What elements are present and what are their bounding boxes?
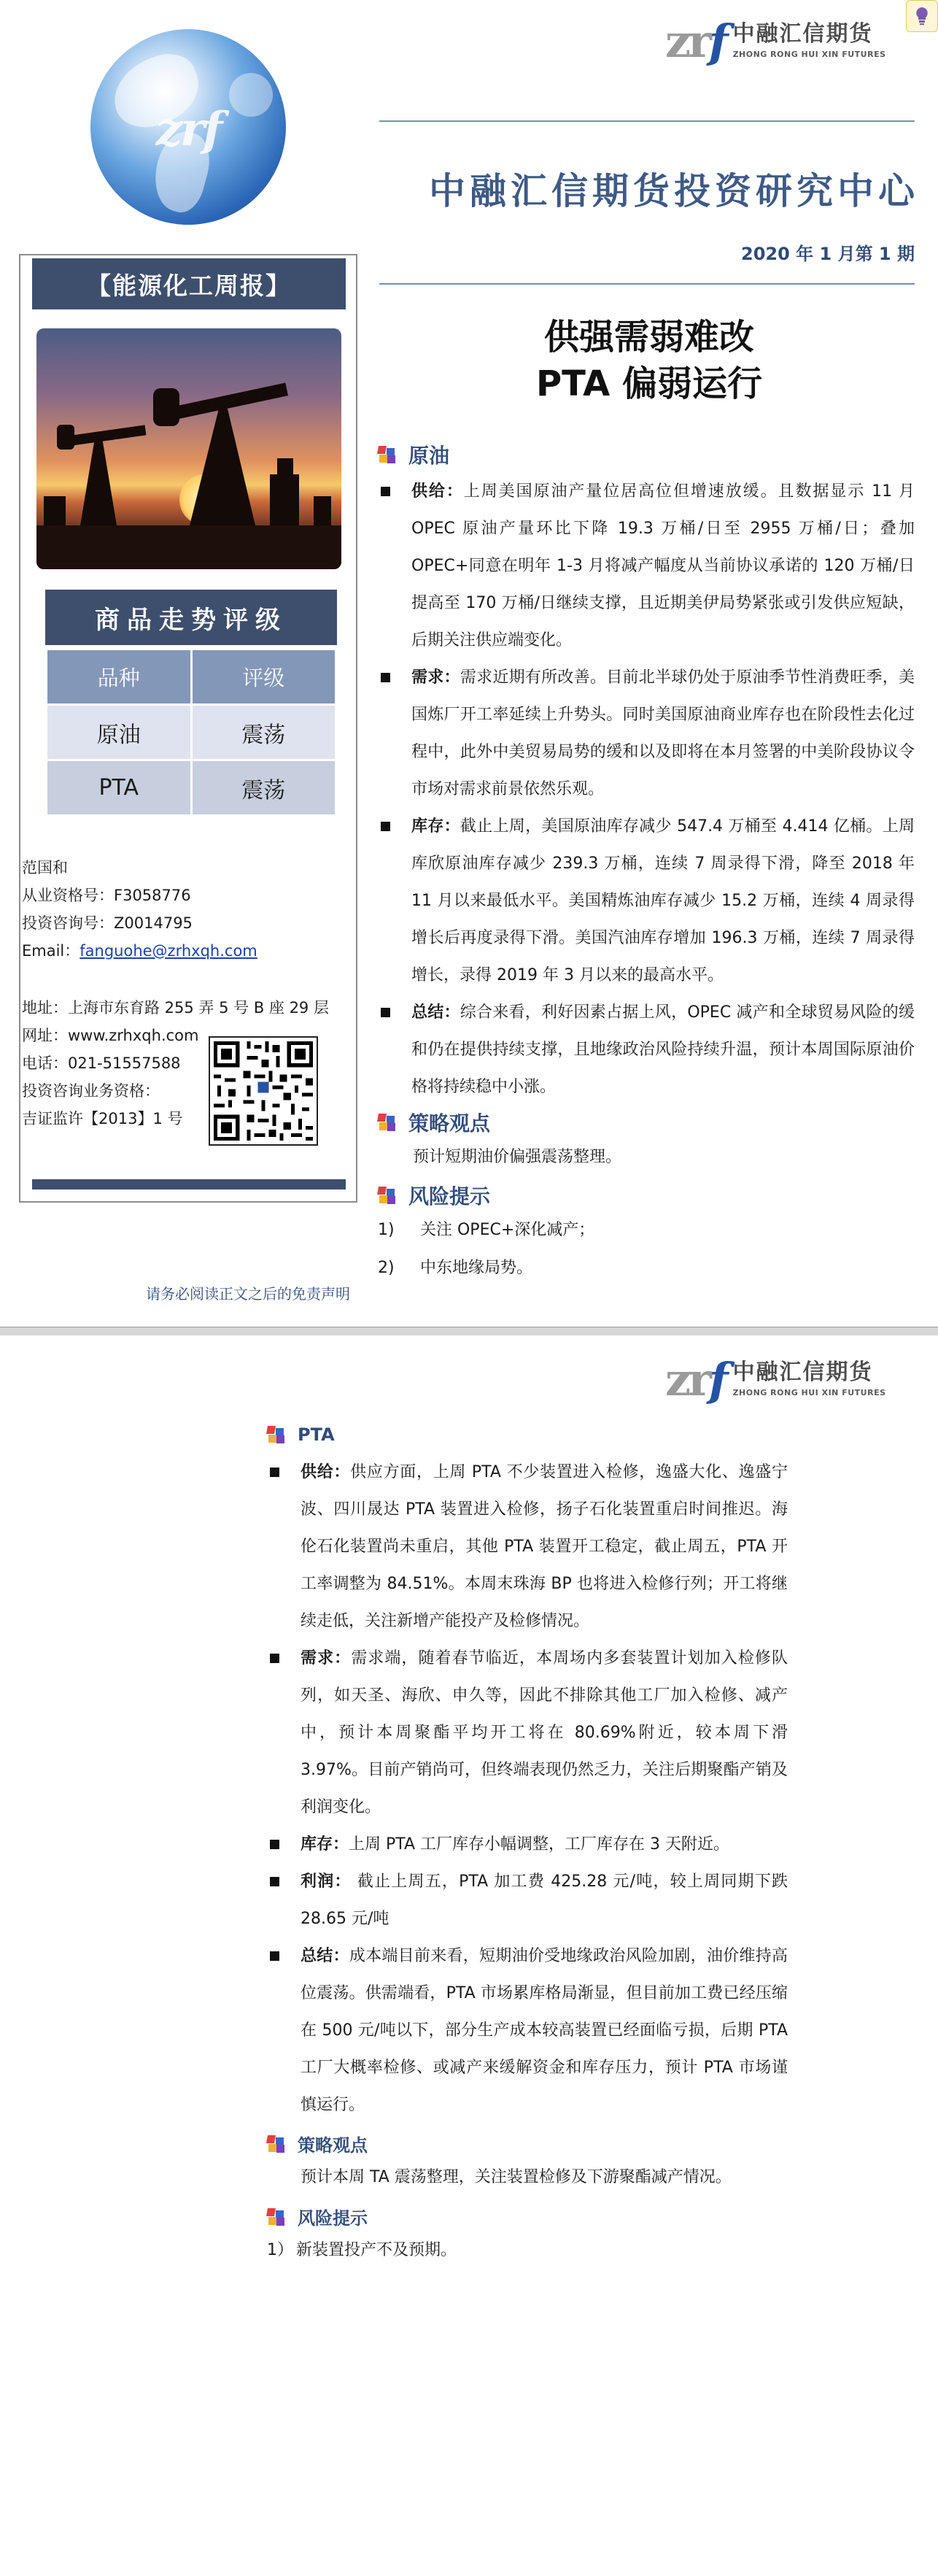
bullet-text: 截止上周，美国原油库存减少 547.4 万桶至 4.414 亿桶。上周库欣原油库存减少 239.3 万桶，连续 7 周录得下滑，降至 2018 年 11 月以来最低水平。美国精炼油库存减少 15.2 万桶，连续 4 周录得增长后再度录得下滑。美国汽油库存增加 196.3 万桶，连续 7 周录得增长，录得 2019 年 3 月以来的最高水平。 — [411, 817, 915, 984]
list-item — [378, 473, 915, 659]
bullet-text: 需求端，随着春节临近，本周场内多套装置计划加入检修队列，如天圣、海欣、申久等，因此不排除其他工厂加入检修、减产中，预计本周聚酯平均开工将在 80.69%附近，较本周下滑 3.97%。目前产销尚可，但终端表现仍然乏力，关注后期聚酯产销及利润变化。 — [301, 1649, 788, 1816]
section-pta — [267, 1424, 335, 1445]
header-rule-bottom — [379, 283, 915, 285]
logo-mark: zrf — [665, 15, 726, 68]
bullet-label: 供给： — [411, 482, 464, 501]
phone-line: 电话：021-51557588 — [22, 1054, 181, 1072]
rating-col-variety: 品种 — [47, 649, 192, 705]
bullet-text: 综合来看，利好因素占据上风，OPEC 减产和全球贸易风险的缓和仍在提供持续支撑，且地缘政治风险持续升温，预计本周国际原油价格将持续稳中小涨。 — [411, 1003, 915, 1096]
list-item — [267, 1454, 788, 1640]
analyst-contact — [22, 854, 257, 965]
list-item — [378, 1249, 594, 1287]
website-line: 网址：www.zrhxqh.com — [22, 1027, 199, 1044]
list-item — [267, 1863, 788, 1937]
rating-table — [45, 648, 337, 817]
list-text: 新装置投产不及预期。 — [296, 2241, 457, 2259]
bullet-text: 需求近期有所改善。目前北半球仍处于原油季节性消费旺季，美国炼厂开工率延续上升势头。同时美国原油商业库存也在阶段性去化过程中，此外中美贸易局势的缓和以及即将在本月签署的中美阶段协议令市场对需求前景依然乐观。 — [411, 668, 915, 798]
section-title: 策略观点 — [298, 2135, 368, 2156]
section-bullet-icon — [378, 446, 395, 463]
logo-cn-name: 中融汇信期货 — [732, 1360, 873, 1385]
table-row — [47, 760, 336, 816]
section-title: 风险提示 — [298, 2208, 368, 2229]
bullet-label: 供给： — [301, 1463, 351, 1481]
bullet-text: 上周美国原油产量位居高位但增速放缓。且数据显示 11 月 OPEC 原油产量环比下降 19.3 万桶/日至 2955 万桶/日；叠加 OPEC+同意在明年 1-3 月将减产幅度从当前协议承诺的 120 万桶/日提高至 170 万桶/日继续支撑，且近期美伊局势紧张或引发供应短缺，后期关注供应端变化。 — [411, 482, 915, 649]
logo-en-name: ZHONG RONG HUI XIN FUTURES — [732, 1388, 886, 1397]
bullet-text: 成本端目前来看，短期油价受地缘政治风险加剧，油价维持高位震荡。供需端看，PTA 市场累库格局渐显，但目前加工费已经压缩在 500 元/吨以下，部分生产成本较高装置已经面临亏损，后期 PTA 工厂大概率检修、或减产来缓解资金和库存压力，预计 PTA 市场谨慎运行。 — [301, 1947, 788, 2114]
section-risk — [267, 2204, 368, 2229]
section-strategy — [378, 1108, 490, 1137]
analyst-consulting-no: 投资咨询号：Z0014795 — [22, 914, 193, 932]
section-title: 风险提示 — [408, 1184, 491, 1208]
globe-logo — [90, 29, 286, 225]
list-text: 关注 OPEC+深化减产； — [420, 1221, 595, 1239]
logo-mark: zrf — [665, 1353, 726, 1406]
rating-panel — [45, 590, 337, 817]
section-crude — [378, 440, 449, 469]
bullet-label: 总结： — [301, 1947, 349, 1965]
center-name: 中融汇信期货投资研究中心 — [429, 170, 919, 212]
disclaimer-note: 请务必阅读正文之后的免责声明 — [146, 1285, 350, 1303]
section-bullet-icon — [267, 2135, 284, 2153]
risk-list — [378, 1211, 594, 1287]
bullet-label: 总结： — [411, 1003, 460, 1022]
rating-title: 商品走势评级 — [45, 590, 337, 645]
email-link[interactable]: fanguohe@zrhxqh.com — [80, 942, 257, 960]
bullet-text: 供应方面，上周 PTA 不少装置进入检修，逸盛大化、逸盛宁波、四川晟达 PTA 装置进入检修，扬子石化装置重启时间推迟。海伦石化装置尚未重启，其他 PTA 装置开工稳定，截止周五，PTA 开工率调整为 84.51%。本周末珠海 BP 也将进入检修行列；开工将继续走低，关注新增产能投产及检修情况。 — [301, 1463, 788, 1630]
report-title-line1: 供强需弱难改 — [543, 317, 754, 358]
header-rule-top — [379, 120, 915, 122]
risk-list — [267, 2232, 457, 2270]
list-item — [267, 1826, 788, 1863]
list-number: 1） — [267, 2241, 293, 2259]
bullet-label: 库存： — [301, 1835, 349, 1854]
bullet-label: 利润： — [301, 1873, 352, 1891]
logo-en-name: ZHONG RONG HUI XIN FUTURES — [732, 50, 886, 59]
license-line: 吉证监许【2013】1 号 — [22, 1110, 183, 1127]
section-title: PTA — [298, 1424, 335, 1445]
strategy-text: 预计短期油价偏强震荡整理。 — [413, 1148, 622, 1166]
bullet-text: 截止上周五，PTA 加工费 425.28 元/吨，较上周同期下跌 28.65 元/吨 — [301, 1873, 788, 1928]
qr-code-image — [209, 1036, 318, 1146]
table-row — [47, 705, 336, 760]
rating-variety-cell: PTA — [47, 760, 192, 816]
qualification-line: 投资咨询业务资格： — [22, 1082, 160, 1100]
crude-bullet-list — [378, 473, 915, 1106]
list-item — [378, 808, 915, 994]
bullet-label: 需求： — [301, 1649, 352, 1667]
section-strategy — [267, 2131, 368, 2156]
oil-pump-image — [36, 328, 341, 569]
list-item — [378, 1211, 594, 1249]
section-title: 原油 — [408, 444, 450, 468]
report-tag: 【能源化工周报】 — [32, 258, 346, 309]
email-label: Email： — [22, 942, 80, 960]
report-title-line2: PTA 偏弱运行 — [535, 363, 763, 404]
section-risk — [378, 1181, 490, 1210]
rating-col-rating: 评级 — [191, 649, 336, 705]
analyst-name: 范国和 — [22, 859, 68, 876]
list-item — [267, 2232, 457, 2270]
page-2 — [0, 1335, 938, 2576]
sidebar-bottom-bar — [32, 1179, 346, 1189]
section-bullet-icon — [267, 2208, 284, 2226]
bullet-text: 上周 PTA 工厂库存小幅调整，工厂库存在 3 天附近。 — [349, 1835, 730, 1854]
analyst-qualification: 从业资格号：F3058776 — [22, 887, 191, 904]
list-number: 1) — [378, 1221, 395, 1239]
address-line: 地址：上海市东育路 255 弄 5 号 B 座 29 层 — [22, 999, 329, 1017]
rating-variety-cell: 原油 — [47, 705, 192, 760]
section-bullet-icon — [267, 1426, 284, 1443]
strategy-text: 预计本周 TA 震荡整理，关注装置检修及下游聚酯减产情况。 — [301, 2168, 732, 2186]
brand-logo — [665, 15, 886, 68]
issue-date: 2020 年 1 月第 1 期 — [741, 244, 915, 264]
logo-cn-name: 中融汇信期货 — [732, 21, 873, 47]
section-bullet-icon — [378, 1114, 395, 1131]
bullet-label: 库存： — [411, 817, 460, 836]
pta-bullet-list — [267, 1454, 788, 2124]
list-item — [378, 659, 915, 808]
rating-value-cell: 震荡 — [191, 705, 336, 760]
lightbulb-icon[interactable] — [906, 0, 938, 32]
section-title: 策略观点 — [408, 1111, 491, 1135]
list-text: 中东地缘局势。 — [420, 1259, 533, 1277]
list-item — [267, 1640, 788, 1826]
list-item — [378, 994, 915, 1106]
list-number: 2) — [378, 1259, 395, 1277]
globe-logo-mark: zrf — [155, 102, 221, 157]
bullet-label: 需求： — [411, 668, 460, 687]
rating-value-cell: 震荡 — [191, 760, 336, 816]
section-bullet-icon — [378, 1187, 395, 1204]
brand-logo — [665, 1353, 886, 1406]
list-item — [267, 1937, 788, 2124]
